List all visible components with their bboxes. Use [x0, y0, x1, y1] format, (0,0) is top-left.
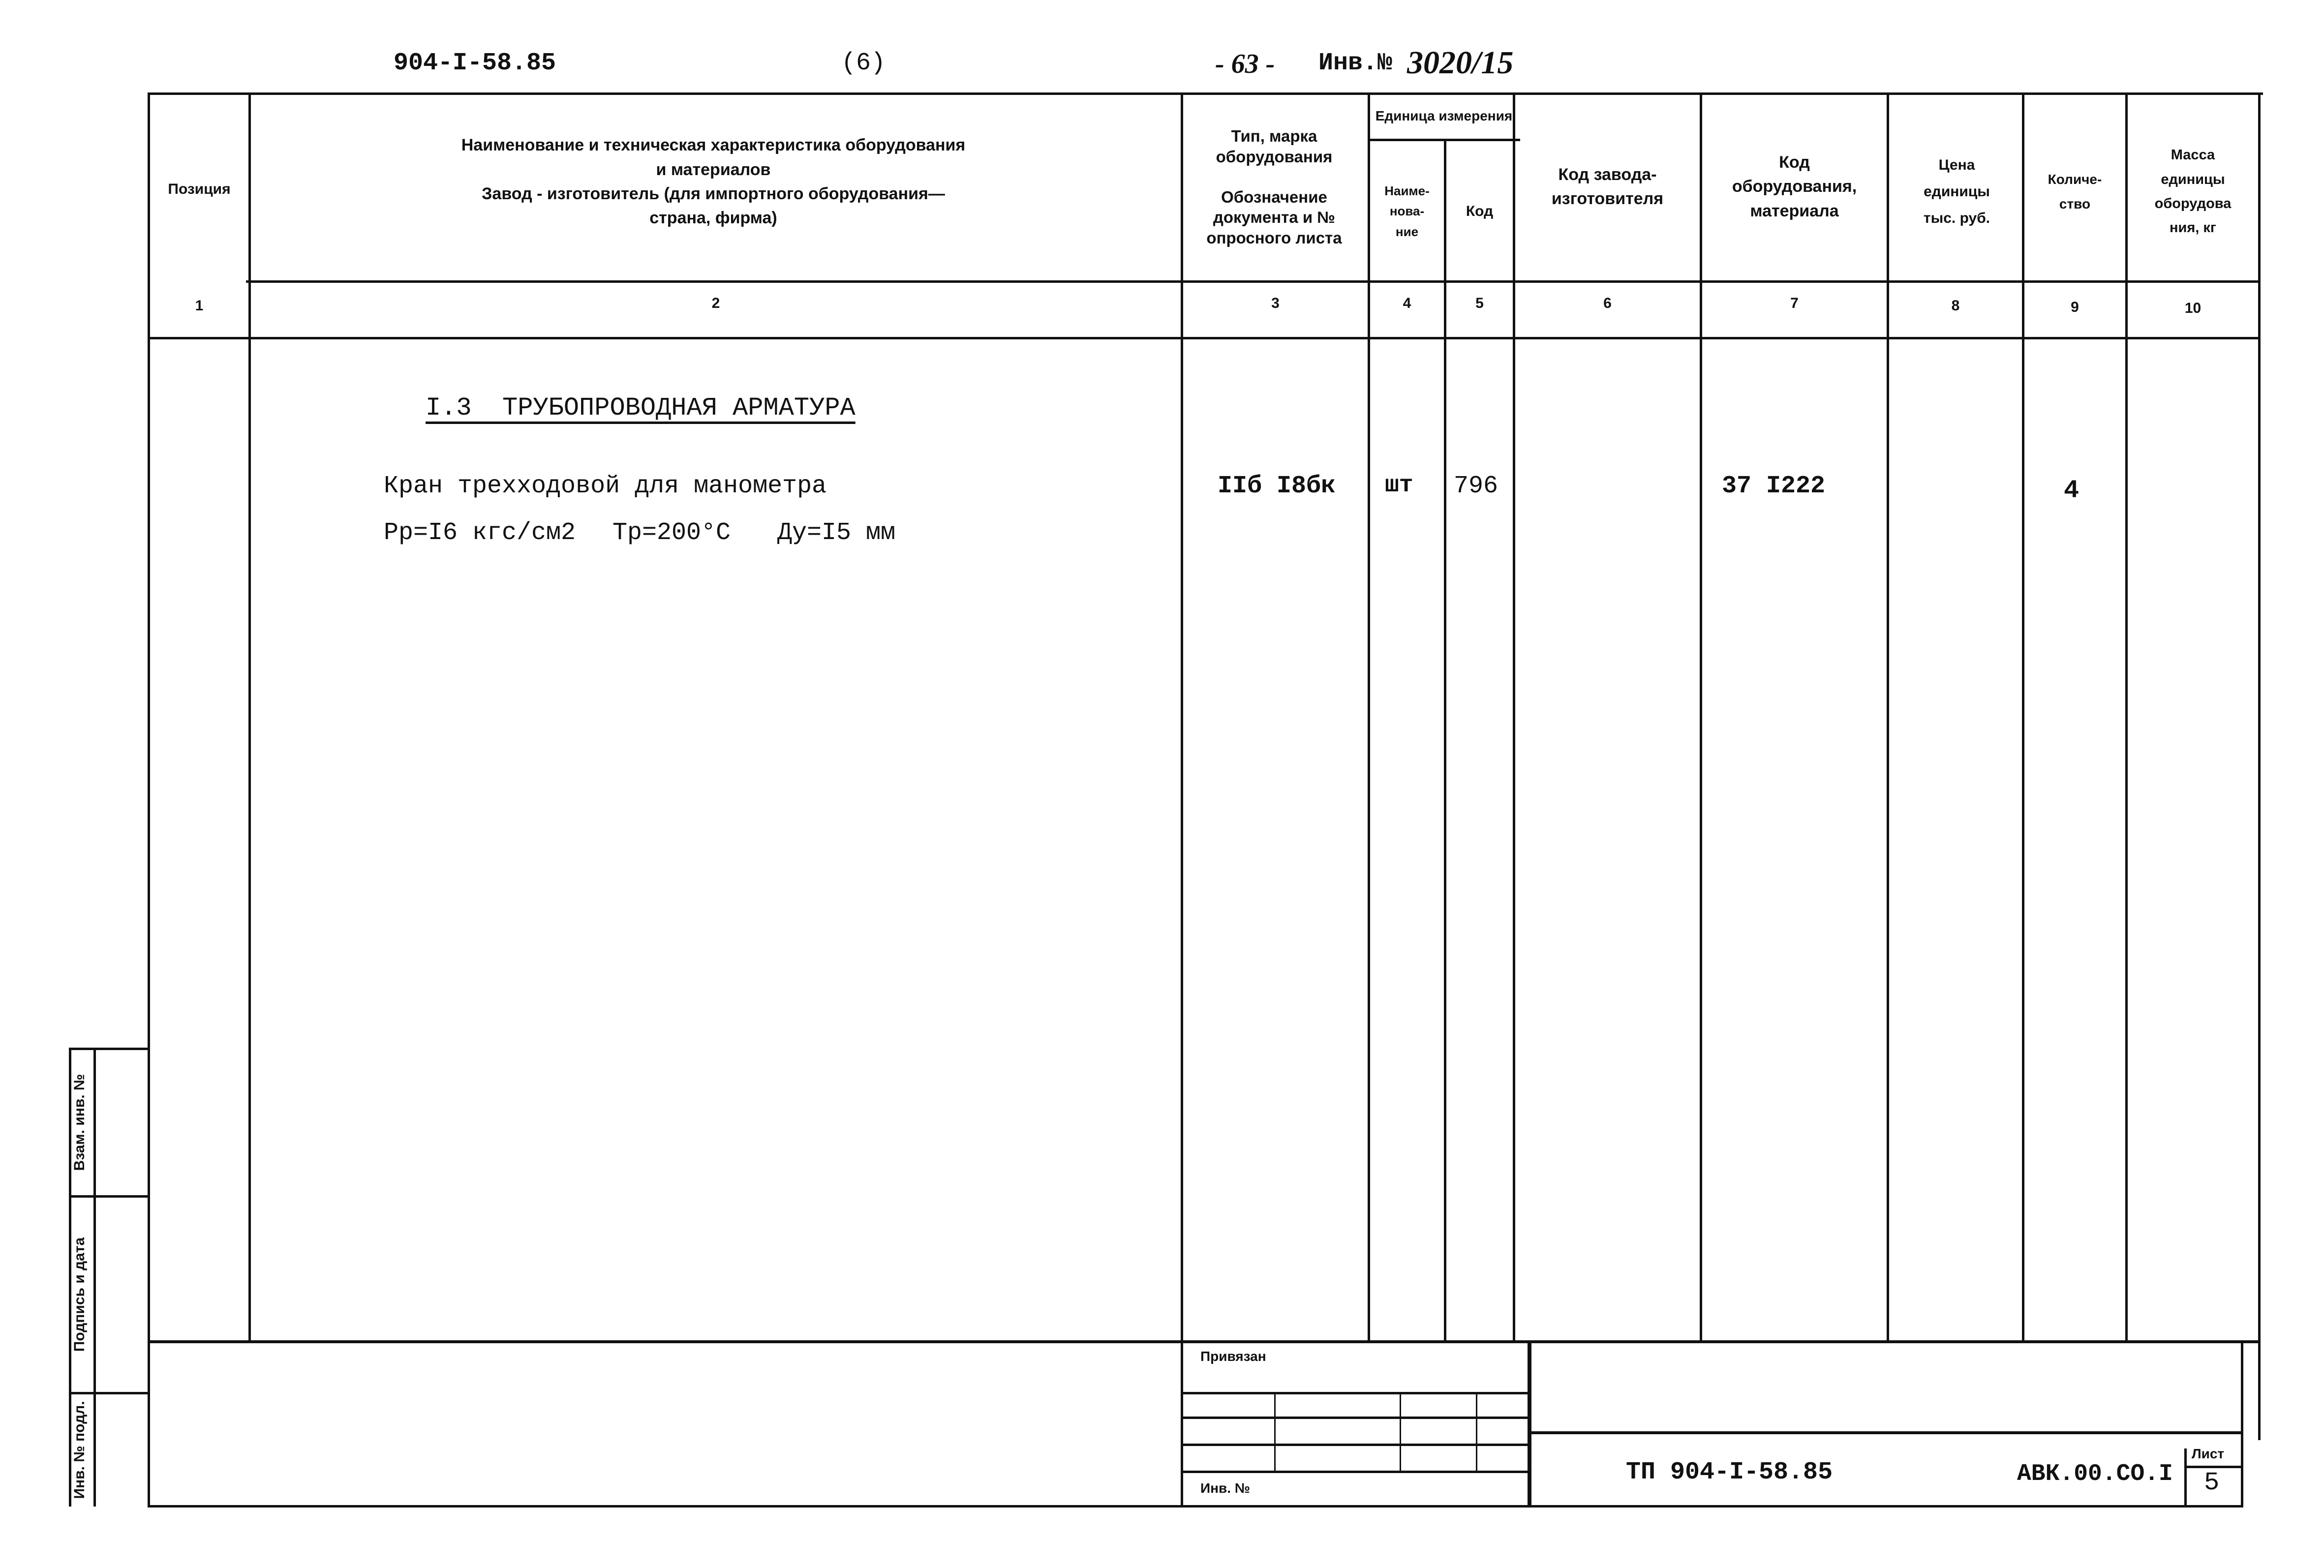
header-position: Позиция — [168, 181, 231, 198]
item-unit-code: 796 — [1454, 472, 1498, 500]
item-temperature: Тр=200°C — [612, 519, 731, 547]
column-number: 2 — [711, 295, 720, 311]
column-number: 5 — [1475, 295, 1484, 311]
privyazan-label: Привязан — [1200, 1349, 1266, 1364]
header-equipment-code: Код оборудования, материала — [1732, 153, 1857, 220]
sheet-number: 5 — [2204, 1468, 2220, 1497]
column-number: 8 — [1951, 298, 1960, 314]
sheet-label: Лист — [2192, 1446, 2225, 1461]
header-unit-code: Код — [1466, 203, 1494, 220]
item-name: Кран трехходовой для манометра — [384, 472, 827, 500]
column-number: 6 — [1603, 295, 1612, 311]
header-name-characteristics: Наименование и техническая характеристика оборудования и материалов Завод - изготовитель (для импортного оборудования— страна, фирма) — [461, 136, 966, 228]
header-unit-measure: Единица измерения — [1375, 108, 1513, 124]
item-type-mark: IIб I8бк — [1218, 472, 1336, 500]
item-quantity: 4 — [2064, 476, 2079, 505]
column-number: 10 — [2184, 300, 2202, 316]
sheet-part: (6) — [841, 49, 886, 77]
column-number: 1 — [195, 298, 204, 314]
item-equipment-code: 37 I222 — [1722, 472, 1826, 500]
item-unit-name: шт — [1385, 472, 1413, 499]
header-factory-code: Код завода-изготовителя — [1551, 165, 1664, 208]
item-diameter: Ду=I5 мм — [777, 519, 896, 547]
header-quantity: Количе-ство — [2048, 171, 2102, 211]
column-number: 7 — [1790, 295, 1799, 311]
page-number: - 63 - — [1215, 49, 1275, 79]
inventory-label: Инв.№ — [1318, 49, 1393, 77]
column-number: 3 — [1271, 295, 1280, 311]
section-title: I.3 ТРУБОПРОВОДНАЯ АРМАТУРА — [426, 393, 856, 422]
header-unit-name: Наиме-нова-ние — [1384, 183, 1430, 239]
sheet-code: АВК.00.СО.I — [2017, 1461, 2173, 1487]
header-mass: Масса единицы оборудова ния, кг — [2154, 147, 2232, 236]
header-type-mark: Тип, марка оборудования Обозначение документа и № опросного листа — [1206, 127, 1342, 247]
doc-number: ТП 904-I-58.85 — [1626, 1458, 1833, 1486]
inv-podl-label: Инв. № подл. — [71, 1401, 88, 1499]
header-unit-price: Цена единицы тыс. руб. — [1923, 157, 1990, 226]
column-number: 4 — [1403, 295, 1411, 311]
item-pressure: Рр=I6 кгс/см2 — [384, 519, 576, 547]
inventory-number: 3020/15 — [1407, 45, 1514, 81]
column-number: 9 — [2071, 299, 2079, 315]
document-code: 904-I-58.85 — [394, 49, 556, 77]
vzam-inv-label: Взам. инв. № — [71, 1074, 88, 1171]
podpis-data-label: Подпись и дата — [71, 1237, 88, 1352]
inv-no-label: Инв. № — [1200, 1480, 1251, 1496]
